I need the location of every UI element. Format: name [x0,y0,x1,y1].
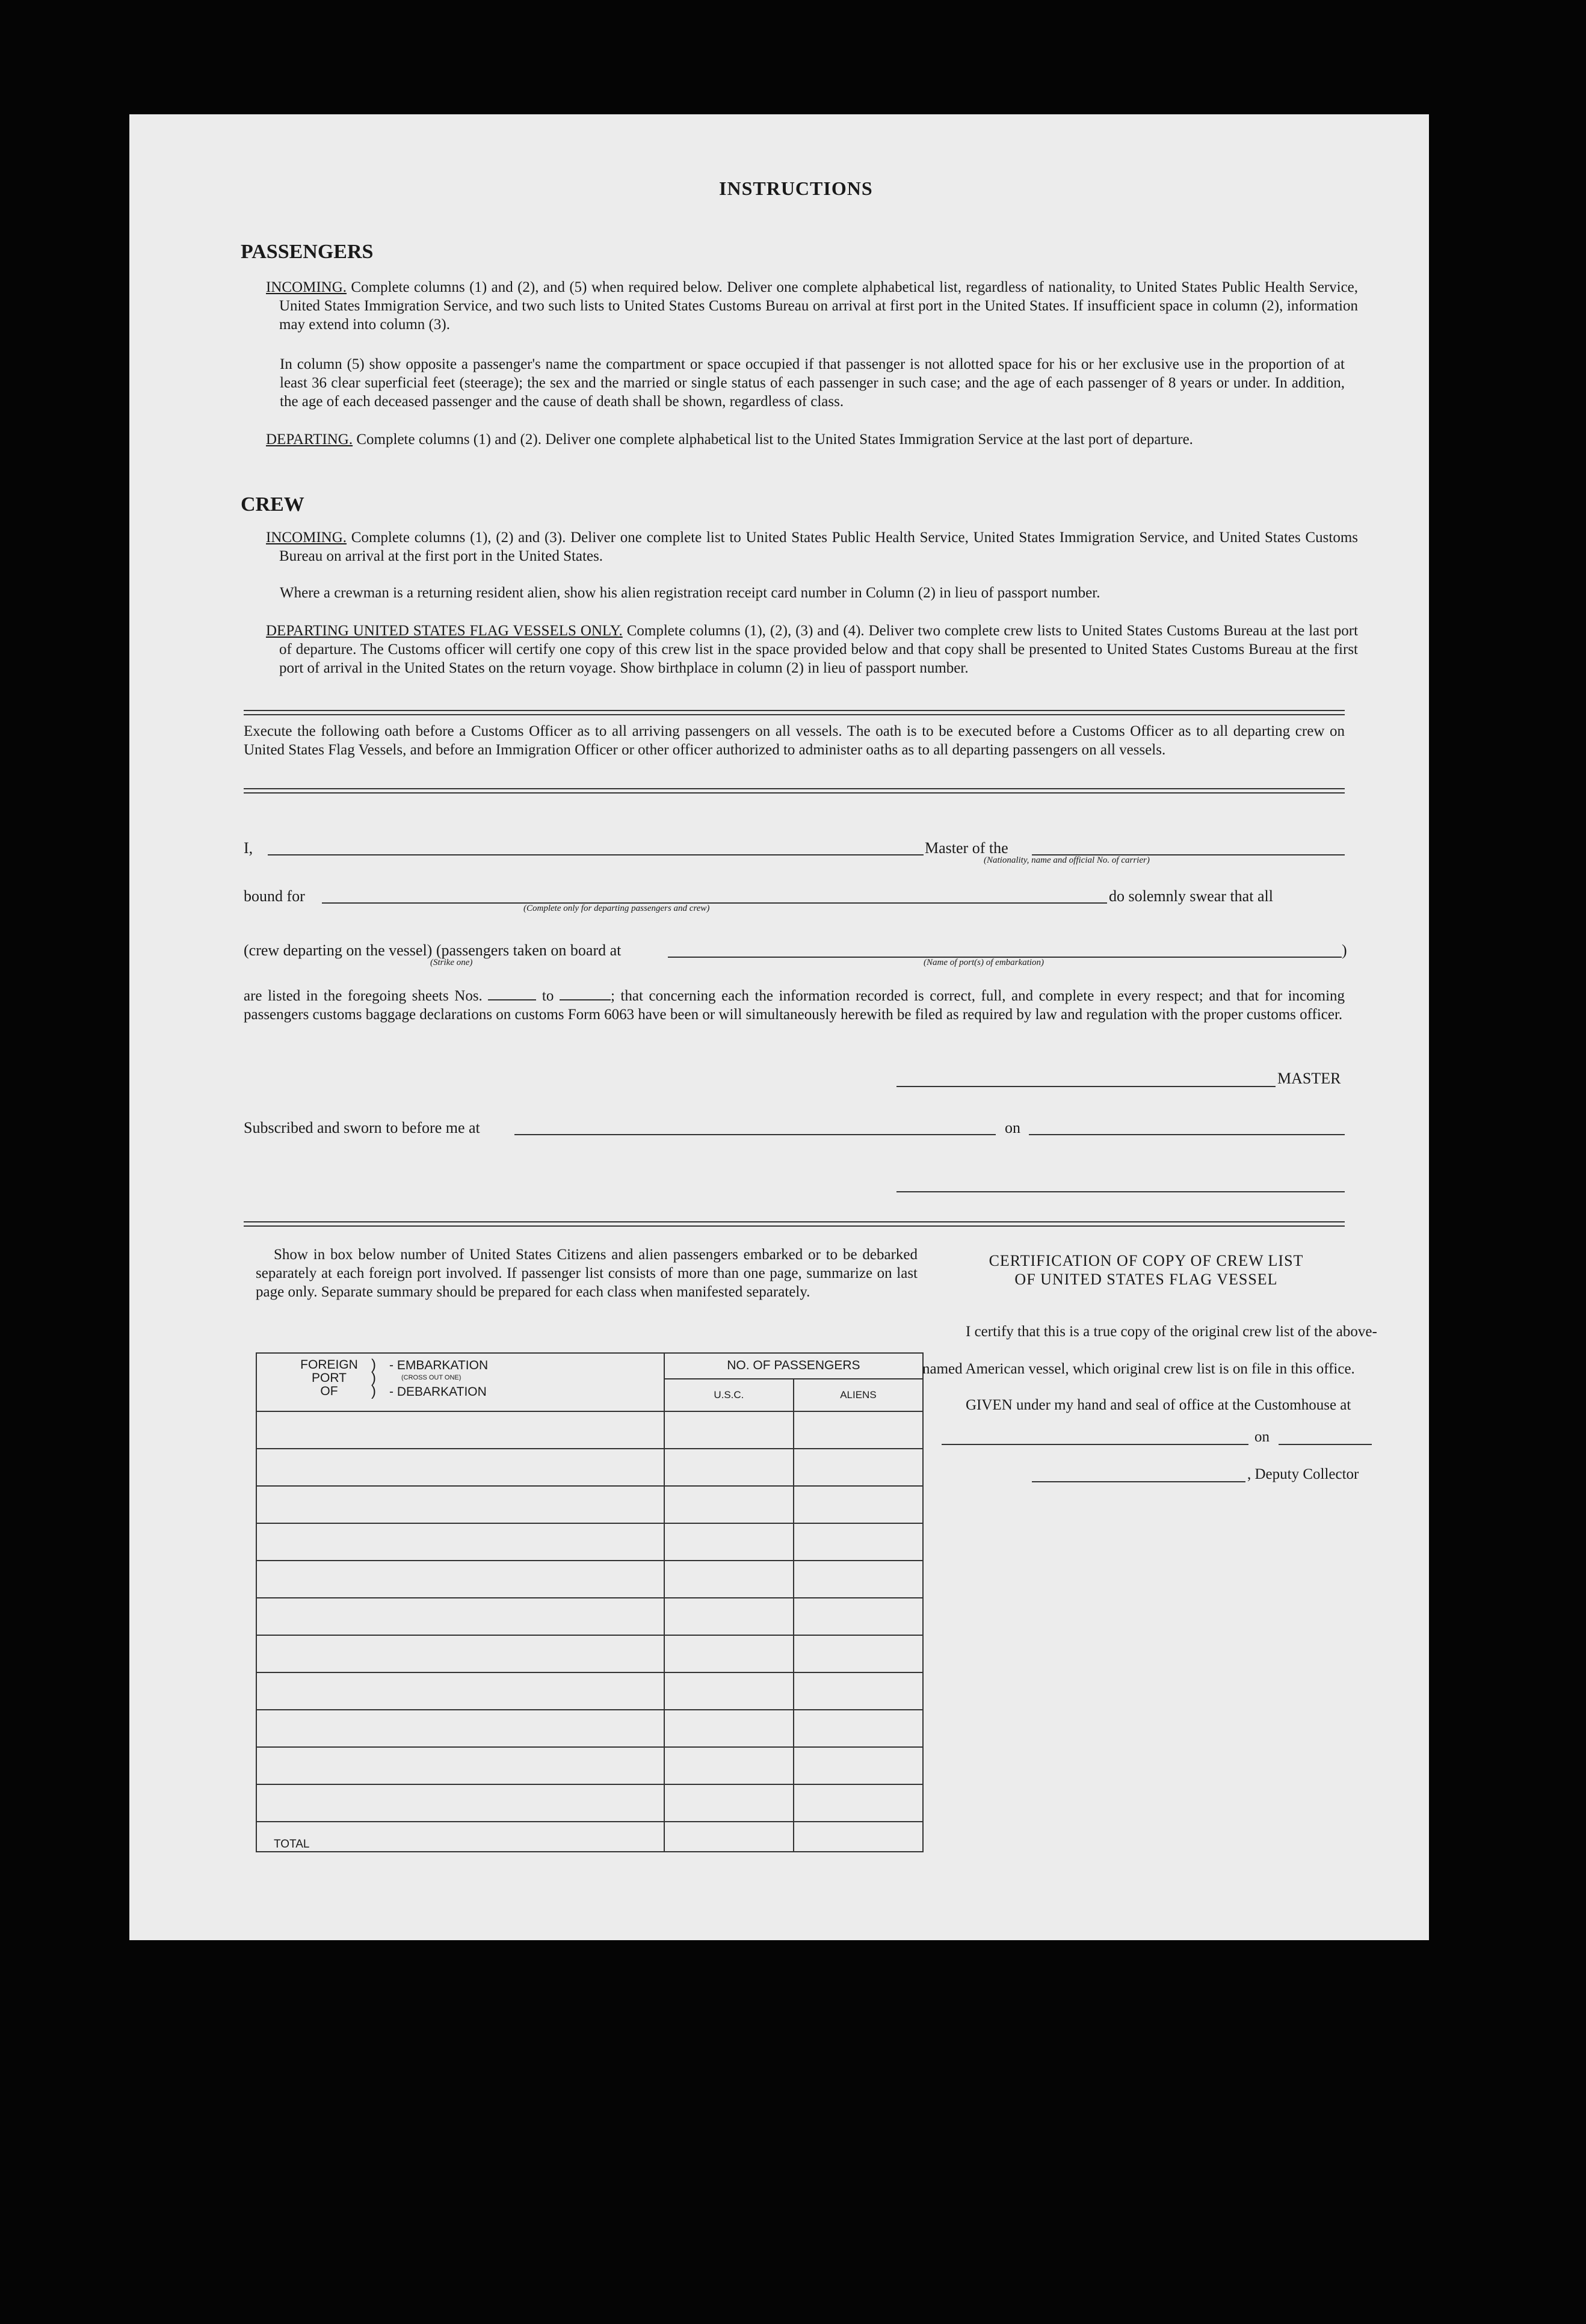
brace-icon: ) ) ) [371,1357,376,1399]
usc-cell[interactable] [664,1672,794,1710]
oath-crew-departing: (crew departing on the vessel) (passengers taken on board at [244,942,622,959]
aliens-total-cell[interactable] [794,1822,923,1852]
usc-cell[interactable] [664,1747,794,1784]
certify-line1: I certify that this is a true copy of the original crew list of the above- [966,1324,1377,1340]
port-cell[interactable] [256,1710,664,1747]
oath-bound-for: bound for [244,887,305,905]
port-cell[interactable] [256,1598,664,1635]
divider-oath [244,788,1345,794]
passengers-incoming-label: INCOMING. [266,279,347,295]
aliens-cell[interactable] [794,1710,923,1747]
departing-caption: (Complete only for departing passengers and crew) [523,904,710,913]
aliens-cell[interactable] [794,1672,923,1710]
subscribed-label: Subscribed and sworn to before me at [244,1119,480,1136]
usc-cell[interactable] [664,1561,794,1598]
port-cell[interactable] [256,1747,664,1784]
certification-on: on [1254,1429,1270,1445]
crew-heading: CREW [241,493,304,516]
aliens-cell[interactable] [794,1635,923,1672]
certification-date-field[interactable] [1279,1444,1372,1445]
port-cell[interactable] [256,1449,664,1486]
debarkation-label: - DEBARKATION [389,1385,487,1399]
subscribed-on: on [1005,1119,1020,1136]
sworn-place-field[interactable] [514,1134,996,1135]
master-signature-field[interactable] [896,1086,1276,1087]
deputy-collector-label: , Deputy Collector [1247,1466,1359,1482]
customhouse-field[interactable] [942,1444,1248,1445]
usc-total-cell[interactable] [664,1822,794,1852]
usc-cell[interactable] [664,1598,794,1635]
passengers-departing-label: DEPARTING. [266,431,353,448]
divider-top [244,710,1345,715]
usc-cell[interactable] [664,1486,794,1523]
aliens-cell[interactable] [794,1486,923,1523]
usc-cell[interactable] [664,1710,794,1747]
certification-title-line1: CERTIFICATION OF COPY OF CREW LIST [989,1252,1304,1269]
ports-caption: (Name of port(s) of embarkation) [924,958,1044,967]
destination-field[interactable] [322,902,1107,904]
deputy-signature-field[interactable] [1032,1481,1245,1482]
passengers-departing-text: Complete columns (1) and (2). Deliver one complete alphabetical list to the United States Immigration Service at the last port of departure. [356,431,1193,448]
crew-departing-label: DEPARTING UNITED STATES FLAG VESSELS ONLY. [266,623,623,639]
crew-departing-paragraph [266,621,1358,677]
oath-master-of: Master of the [925,839,1008,857]
passengers-column5-paragraph: In column (5) show opposite a passenger's name the compartment or space occupied if that passenger is not allotted space for his or her exclusive use in the proportion of at least 36 clear superficial feet (steerage); the sex and the married or single status of each passenger in such case; and the age of each passenger of 8 years or under. In addition, the age of each deceased passenger and the cause of death shall be shown, regardless of class. [280,356,1345,410]
aliens-cell[interactable] [794,1747,923,1784]
usc-cell[interactable] [664,1635,794,1672]
aliens-cell[interactable] [794,1784,923,1822]
master-label: MASTER [1277,1070,1341,1087]
crew-crewman-paragraph: Where a crewman is a returning resident alien, show his alien registration receipt card number in Column (2) in lieu of passport number. [280,585,1100,601]
usc-header: U.S.C. [664,1379,794,1411]
oath-close-paren: ) [1342,942,1347,959]
aliens-header: ALIENS [794,1379,923,1411]
divider-bottom [244,1221,1345,1227]
port-cell[interactable] [256,1411,664,1449]
embarkation-label: - EMBARKATION [389,1358,489,1372]
port-cell[interactable] [256,1561,664,1598]
oath-swear: do solemnly swear that all [1109,887,1273,905]
port-header-cell [256,1353,664,1411]
certify-line2: named American vessel, which original crew list is on file in this office. [922,1361,1355,1377]
usc-cell[interactable] [664,1784,794,1822]
sheet-from-field[interactable] [488,999,536,1000]
port-header-line3: OF [320,1384,338,1398]
passenger-summary-table [256,1352,924,1852]
oath-intro: Execute the following oath before a Customs Officer as to all arriving passengers on all vessels. The oath is to be executed before a Customs Officer as to all departing crew on United States Flag Vessels, and before an Immigration Officer or other officer authorized to administer oaths as to all departing passengers on all vessels. [244,723,1345,758]
sworn-date-field[interactable] [1029,1134,1345,1135]
sheets-pre: are listed in the foregoing sheets Nos. [244,988,483,1004]
aliens-cell[interactable] [794,1561,923,1598]
port-header-line2: PORT [312,1371,347,1385]
passengers-heading: PASSENGERS [241,241,374,263]
usc-cell[interactable] [664,1449,794,1486]
strike-caption: (Strike one) [430,958,473,967]
port-cell[interactable] [256,1672,664,1710]
aliens-cell[interactable] [794,1523,923,1561]
crew-incoming-label: INCOMING. [266,529,347,546]
sheets-to: to [542,988,554,1004]
usc-cell[interactable] [664,1411,794,1449]
oath-sheets-paragraph [244,987,1345,1024]
sheet-to-field[interactable] [560,999,611,1000]
passengers-incoming-text: Complete columns (1) and (2), and (5) when required below. Deliver one complete alphabetical list, regardless of nationality, to United States Public Health Service, United States Immigration Service, and two such lists to United States Customs Bureau on arrival at first port in the United States. If insufficient space in column (2), information may extend into column (3). [279,279,1359,333]
page-title: INSTRUCTIONS [719,177,873,199]
aliens-cell[interactable] [794,1449,923,1486]
sheets-post: ; that concerning each the information recorded is correct, full, and complete in every respect; and that for incoming passengers customs baggage declarations on customs Form 6063 have been or will simultaneously herewith be filed as required by law and regulation with the proper customs officer. [244,988,1345,1023]
passengers-count-header: NO. OF PASSENGERS [664,1353,923,1379]
total-label: TOTAL [256,1822,664,1852]
certification-title [924,1251,1369,1289]
port-header-line1: FOREIGN [300,1358,358,1372]
oath-i-label: I, [244,839,253,857]
certification-title-line2: OF UNITED STATES FLAG VESSEL [1014,1271,1278,1288]
usc-cell[interactable] [664,1523,794,1561]
master-name-field[interactable] [268,854,924,855]
port-cell[interactable] [256,1784,664,1822]
passengers-incoming-paragraph [266,278,1358,334]
aliens-cell[interactable] [794,1411,923,1449]
port-cell[interactable] [256,1523,664,1561]
summary-instructions: Show in box below number of United States Citizens and alien passengers embarked or to be debarked separately at each foreign port involved. If passenger list consists of more than one page, summarize on last page only. Separate summary should be prepared for each class when manifested separately. [256,1247,918,1300]
port-cell[interactable] [256,1635,664,1672]
aliens-cell[interactable] [794,1598,923,1635]
crew-departing-text: Complete columns (1), (2), (3) and (4). Deliver two complete crew lists to United States Customs Bureau at the last port of departure. The Customs officer will certify one copy of this crew list in the space provided below and that copy shall be presented to United States Customs Bureau at the first port of arrival in the United States on the return voyage. Show birthplace in column (2) in lieu of passport number. [279,623,1359,676]
nationality-caption: (Nationality, name and official No. of carrier) [984,855,1150,865]
crew-incoming-text: Complete columns (1), (2) and (3). Deliver one complete list to United States Public Health Service, United States Immigration Service, and United States Customs Bureau on arrival at the first port in the United States. [279,529,1359,564]
officer-signature-field[interactable] [896,1191,1345,1192]
crew-incoming-paragraph [266,528,1358,566]
port-cell[interactable] [256,1486,664,1523]
given-text: GIVEN under my hand and seal of office at the Customhouse at [966,1397,1351,1413]
cross-out-label: (CROSS OUT ONE) [401,1374,461,1381]
document-page [129,114,1429,1940]
passengers-departing-paragraph [266,430,1358,449]
